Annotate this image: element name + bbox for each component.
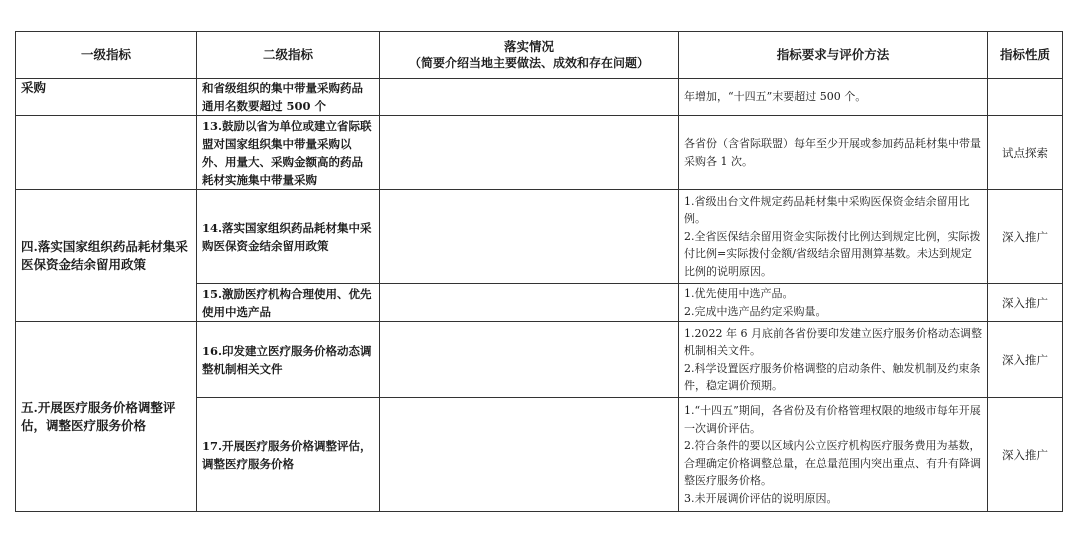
implementation-cell[interactable] [380,398,679,512]
property-cell: 试点探索 [988,116,1063,190]
requirement-line: 2.全省医保结余留用资金实际拨付比例达到规定比例，实际拨付比例=实际拨付金额/省级结余留用测算基数。未达到规定比例的说明原因。 [684,229,981,278]
requirement-line: 2.符合条件的要以区域内公立医疗机构医疗服务费用为基数，合理确定价格调整总量，在总量范围内突出重点、有升有降调整医疗服务价格。 [684,439,981,487]
implementation-cell[interactable] [380,284,679,322]
header-row [16,32,1063,79]
header-implementation [380,32,679,79]
table-row [16,79,1063,116]
indicator-table [15,31,1063,512]
implementation-cell[interactable] [380,322,679,398]
implementation-cell[interactable] [380,79,679,116]
property-cell: 深入推广 [988,398,1063,512]
level2-cell: 15.激励医疗机构合理使用、优先使用中选产品 [197,284,380,322]
requirement-line: 3.未开展调价评估的说明原因。 [684,491,838,505]
level2-cell: 和省级组织的集中带量采购药品通用名数要超过 500 个 [197,79,380,116]
requirement-cell [679,284,988,322]
requirement-line: 各省份（含省际联盟）每年至少开展或参加药品耗材集中带量采购各 1 次。 [684,137,981,168]
requirement-line: 2.完成中选产品约定采购量。 [684,304,827,318]
requirement-line: 1.“十四五”期间，各省份及有价格管理权限的地级市每年开展一次调价评估。 [684,404,981,435]
requirement-line: 1.2022 年 6 月底前各省份要印发建立医疗服务价格动态调整机制相关文件。 [684,326,982,357]
requirement-cell [679,79,988,116]
implementation-cell[interactable] [380,116,679,190]
table-row [16,322,1063,398]
implementation-cell[interactable] [380,190,679,284]
requirement-line: 1.优先使用中选产品。 [684,287,794,300]
level2-cell: 14.落实国家组织药品耗材集中采购医保资金结余留用政策 [197,190,380,284]
property-cell: 深入推广 [988,322,1063,398]
header-level1: 一级指标 [16,32,197,79]
header-property: 指标性质 [988,32,1063,79]
level1-cell: 五.开展医疗服务价格调整评估，调整医疗服务价格 [16,322,197,512]
header-level2: 二级指标 [197,32,380,79]
property-cell: 深入推广 [988,284,1063,322]
requirement-cell [679,190,988,284]
requirement-line: 年增加，“十四五”末要超过 500 个。 [684,90,867,104]
property-cell: 深入推广 [988,190,1063,284]
level2-cell: 13.鼓励以省为单位或建立省际联盟对国家组织集中带量采购以外、用量大、采购金额高的药品耗材实施集中带量采购 [197,116,380,190]
header-requirement: 指标要求与评价方法 [679,32,988,79]
requirement-cell [679,116,988,190]
table-row [16,116,1063,190]
level2-cell: 16.印发建立医疗服务价格动态调整机制相关文件 [197,322,380,398]
table-row [16,190,1063,284]
level1-cell: 采购 [16,79,197,116]
level1-cell: 四.落实国家组织药品耗材集采医保资金结余留用政策 [16,190,197,322]
requirement-cell [679,398,988,512]
requirement-line: 1.省级出台文件规定药品耗材集中采购医保资金结余留用比例。 [684,194,970,226]
requirement-line: 2.科学设置医疗服务价格调整的启动条件、触发机制及约束条件，稳定调价预期。 [684,361,981,392]
header-implementation-title: 落实情况 [503,39,554,54]
header-implementation-subtitle: （简要介绍当地主要做法、成效和存在问题） [408,56,649,70]
requirement-cell [679,322,988,398]
property-cell [988,79,1063,116]
level2-cell: 17.开展医疗服务价格调整评估，调整医疗服务价格 [197,398,380,512]
level1-cell [16,116,197,190]
